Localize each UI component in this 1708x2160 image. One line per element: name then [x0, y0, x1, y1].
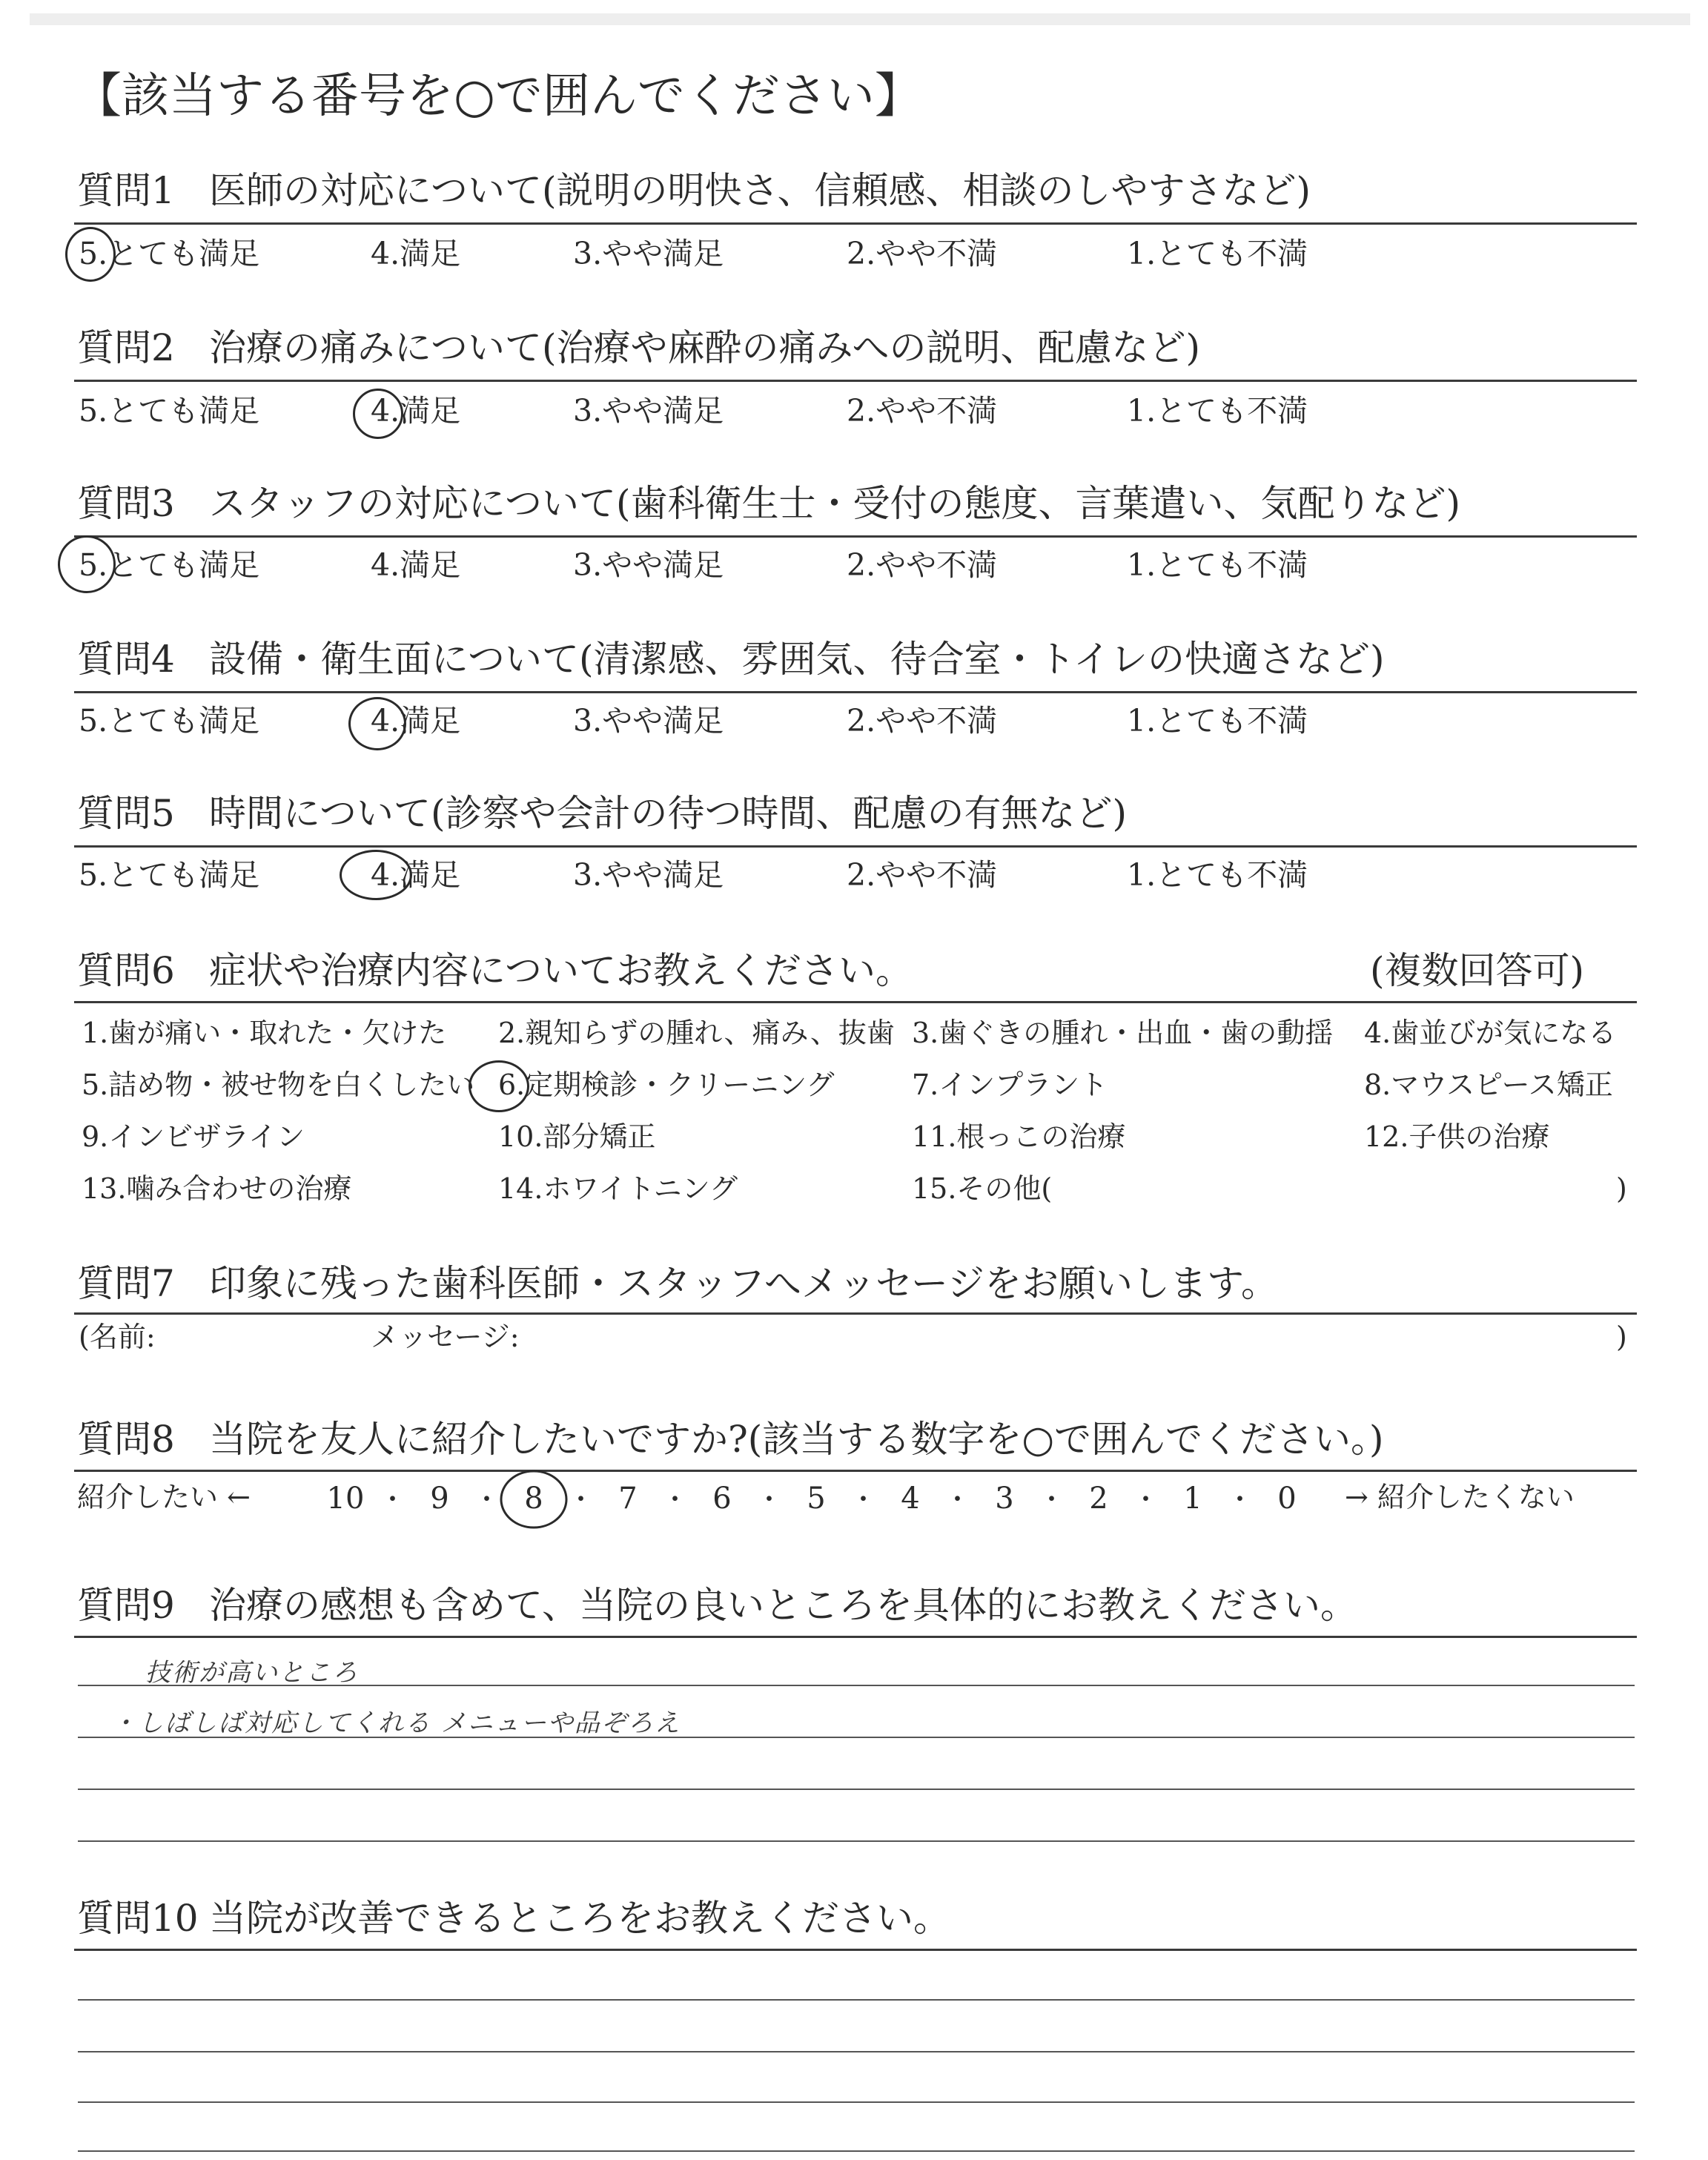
q4-text: 設備・衛生面について(清潔感、雰囲気、待合室・トイレの快適さなど): [209, 638, 1385, 681]
q8-separator-dot: ・: [567, 1484, 595, 1515]
q2-option-2[interactable]: 2.やや不満: [847, 393, 998, 429]
q8-separator-dot: ・: [661, 1484, 689, 1515]
q2-text: 治療の痛みについて(治療や麻酔の痛みへの説明、配慮など): [209, 326, 1201, 369]
q10-text: 当院が改善できるところをお教えください。: [209, 1897, 950, 1940]
q3-option-2[interactable]: 2.やや不満: [847, 547, 998, 583]
q5-option-2[interactable]: 2.やや不満: [847, 857, 998, 893]
q10-writing-line: [78, 2101, 1635, 2103]
q8-text: 当院を友人に紹介したいですか?(該当する数字を○で囲んでください。): [209, 1418, 1384, 1461]
q8-number-10[interactable]: 10: [326, 1482, 365, 1516]
q7-message-label: メッセージ:: [371, 1321, 520, 1353]
q8-number-6[interactable]: 6: [712, 1482, 732, 1516]
q3-text: スタッフの対応について(歯科衛生士・受付の態度、言葉遣い、気配りなど): [209, 482, 1461, 525]
q4-option-4[interactable]: 4.満足: [371, 703, 461, 739]
q1-text: 医師の対応について(説明の明快さ、信頼感、相談のしやすさなど): [209, 169, 1311, 212]
q8-number-9[interactable]: 9: [430, 1482, 449, 1516]
q6-option-6[interactable]: 6.定期検診・クリーニング: [498, 1069, 835, 1101]
q9-rule: [74, 1636, 1637, 1638]
q5-option-4[interactable]: 4.満足: [371, 857, 461, 893]
q3-option-3[interactable]: 3.やや満足: [573, 547, 724, 583]
q5-option-3[interactable]: 3.やや満足: [573, 857, 724, 893]
q6-option-11[interactable]: 11.根っこの治療: [912, 1120, 1126, 1153]
q2-label: 質問2: [77, 326, 175, 369]
q8-separator-dot: ・: [379, 1484, 406, 1515]
q8-label: 質問8: [77, 1418, 175, 1461]
q6-label: 質問6: [77, 949, 175, 992]
q6-option-13[interactable]: 13.噛み合わせの治療: [82, 1172, 352, 1205]
q3-label: 質問3: [77, 482, 175, 525]
q6-option-8[interactable]: 8.マウスピース矯正: [1364, 1069, 1613, 1101]
q8-separator-dot: ・: [1226, 1484, 1254, 1515]
q10-writing-line: [78, 2150, 1635, 2152]
q4-label: 質問4: [77, 638, 175, 681]
q1-option-2[interactable]: 2.やや不満: [847, 236, 998, 271]
q9-label: 質問9: [77, 1584, 175, 1627]
q6-option-14[interactable]: 14.ホワイトニング: [498, 1172, 738, 1205]
q6-option-2[interactable]: 2.親知らずの腫れ、痛み、抜歯: [498, 1017, 895, 1049]
q5-label: 質問5: [77, 792, 175, 835]
q8-number-3[interactable]: 3: [995, 1482, 1014, 1516]
q7-label: 質問7: [77, 1262, 175, 1305]
q2-option-4[interactable]: 4.満足: [371, 393, 461, 429]
q7-text: 印象に残った歯科医師・スタッフへメッセージをお願いします。: [209, 1262, 1278, 1305]
q10-label: 質問10: [77, 1897, 199, 1940]
q4-option-2[interactable]: 2.やや不満: [847, 703, 998, 739]
q8-separator-dot: ・: [850, 1484, 877, 1515]
q3-option-4[interactable]: 4.満足: [371, 547, 461, 583]
q8-right-label: → 紹介したくない: [1345, 1481, 1575, 1513]
q8-number-2[interactable]: 2: [1089, 1482, 1108, 1516]
q10-rule: [74, 1949, 1637, 1951]
q8-separator-dot: ・: [1132, 1484, 1159, 1515]
q2-option-1[interactable]: 1.とても不満: [1127, 393, 1308, 429]
q6-option-15[interactable]: 15.その他(: [912, 1172, 1053, 1205]
q6-option-12[interactable]: 12.子供の治療: [1364, 1120, 1550, 1153]
q5-text: 時間について(診察や会計の待つ時間、配慮の有無など): [209, 792, 1128, 835]
q8-separator-dot: ・: [473, 1484, 500, 1515]
q5-option-1[interactable]: 1.とても不満: [1127, 857, 1308, 893]
q9-writing-line: [78, 1840, 1635, 1842]
q4-option-3[interactable]: 3.やや満足: [573, 703, 724, 739]
q5-option-5[interactable]: 5.とても満足: [79, 857, 260, 893]
q4-option-1[interactable]: 1.とても不満: [1127, 703, 1308, 739]
q9-handwritten-answer-1: 技術が高いところ: [145, 1658, 359, 1688]
q7-close-paren: ): [1616, 1321, 1627, 1353]
q8-separator-dot: ・: [1038, 1484, 1065, 1515]
q1-option-1[interactable]: 1.とても不満: [1127, 236, 1308, 271]
page-title: 【該当する番号を○で囲んでください】: [74, 69, 922, 124]
q8-number-1[interactable]: 1: [1183, 1482, 1202, 1516]
q8-left-label: 紹介したい ←: [77, 1481, 251, 1513]
q1-option-3[interactable]: 3.やや満足: [573, 236, 724, 271]
q6-other-close-paren: ): [1616, 1172, 1627, 1205]
q4-option-5[interactable]: 5.とても満足: [79, 703, 260, 739]
q6-option-9[interactable]: 9.インビザライン: [82, 1120, 305, 1153]
q6-multiple-note: (複数回答可): [1370, 949, 1585, 992]
q3-option-1[interactable]: 1.とても不満: [1127, 547, 1308, 583]
q6-option-10[interactable]: 10.部分矯正: [498, 1120, 656, 1153]
q8-separator-dot: ・: [755, 1484, 783, 1515]
q8-number-0[interactable]: 0: [1277, 1482, 1297, 1516]
q8-number-8[interactable]: 8: [524, 1482, 543, 1516]
q10-writing-line: [78, 2051, 1635, 2052]
q8-separator-dot: ・: [944, 1484, 971, 1515]
q6-option-7[interactable]: 7.インプラント: [912, 1069, 1108, 1101]
q3-option-5[interactable]: 5.とても満足: [79, 547, 260, 583]
q6-option-1[interactable]: 1.歯が痛い・取れた・欠けた: [82, 1017, 447, 1049]
q1-option-5[interactable]: 5.とても満足: [79, 236, 260, 271]
q7-name-label: (名前:: [79, 1321, 156, 1353]
q6-option-4[interactable]: 4.歯並びが気になる: [1364, 1017, 1617, 1049]
q2-option-5[interactable]: 5.とても満足: [79, 393, 260, 429]
q9-writing-line: [78, 1789, 1635, 1790]
q8-number-5[interactable]: 5: [807, 1482, 826, 1516]
q9-handwritten-answer-2: ・しばしば対応してくれる メニューや品ぞろえ: [111, 1708, 681, 1738]
q2-option-3[interactable]: 3.やや満足: [573, 393, 724, 429]
q8-number-4[interactable]: 4: [901, 1482, 920, 1516]
q1-option-4[interactable]: 4.満足: [371, 236, 461, 271]
q1-label: 質問1: [77, 169, 175, 212]
q10-writing-line: [78, 1999, 1635, 2001]
q6-option-5[interactable]: 5.詰め物・被せ物を白くしたい: [82, 1069, 475, 1101]
q9-text: 治療の感想も含めて、当院の良いところを具体的にお教えください。: [209, 1584, 1357, 1627]
q6-text: 症状や治療内容についてお教えください。: [209, 949, 913, 992]
q6-option-3[interactable]: 3.歯ぐきの腫れ・出血・歯の動揺: [912, 1017, 1334, 1049]
q8-number-7[interactable]: 7: [618, 1482, 638, 1516]
